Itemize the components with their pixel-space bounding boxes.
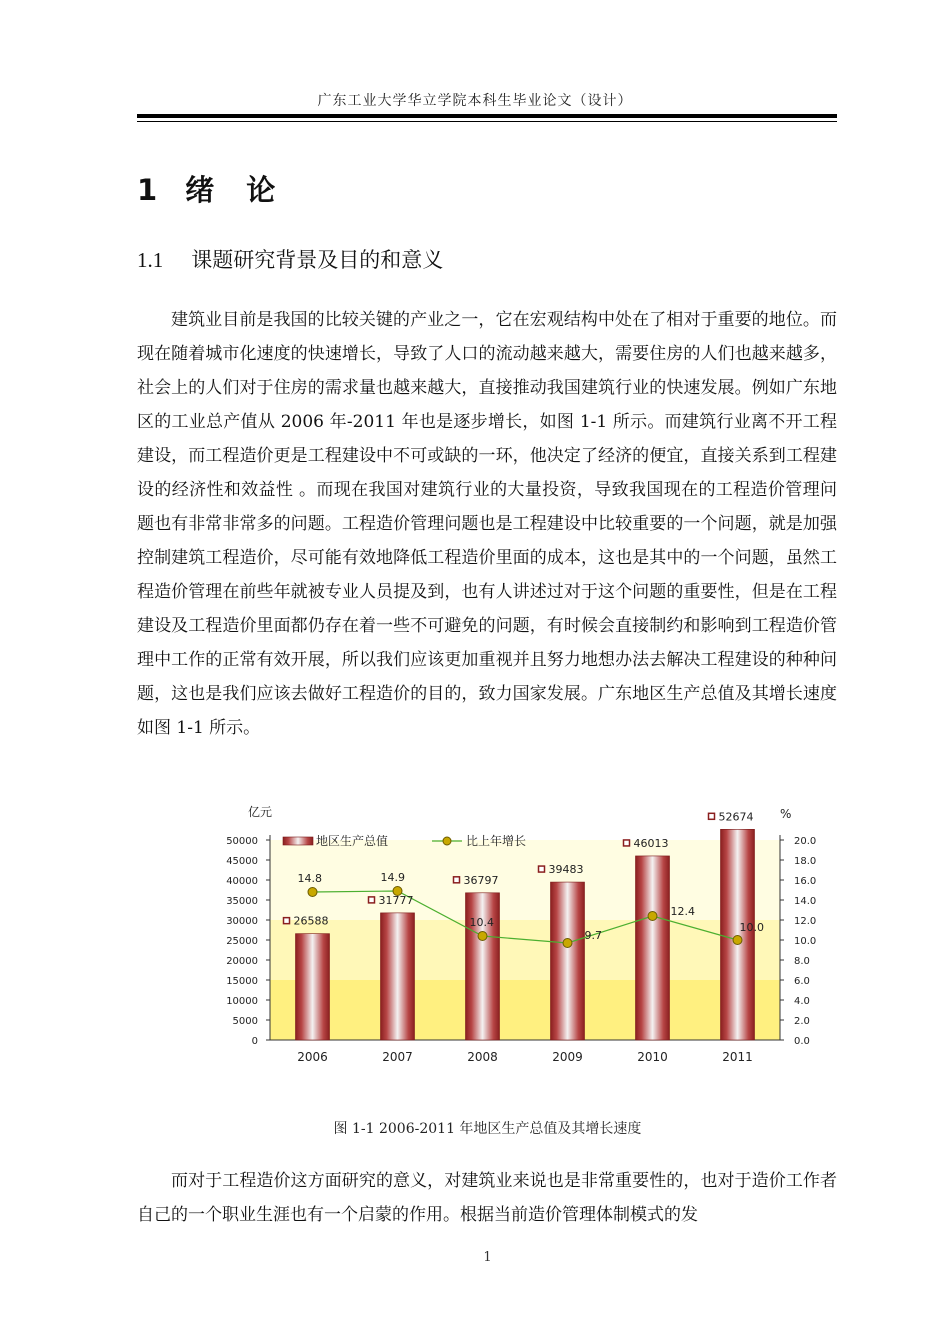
chapter-title-char-1: 绪 xyxy=(185,173,217,207)
x-tick-label: 2006 xyxy=(297,1050,328,1064)
section-heading xyxy=(137,244,443,274)
gdp-growth-chart xyxy=(200,800,820,1080)
bar-gdp xyxy=(296,934,330,1040)
legend-line-marker xyxy=(443,837,451,845)
x-tick-label: 2011 xyxy=(722,1050,753,1064)
body-paragraph-2: 而对于工程造价这方面研究的意义，对建筑业来说也是非常重要性的，也对于造价工作者自己的一个职业生涯也有一个启蒙的作用。根据当前造价管理体制模式的发 xyxy=(137,1171,837,1225)
x-tick-label: 2010 xyxy=(637,1050,668,1064)
growth-value-label: 14.8 xyxy=(297,872,322,885)
chapter-heading xyxy=(137,168,277,209)
bar-value-label: 36797 xyxy=(463,873,499,887)
right-tick-label: 8.0 xyxy=(794,956,810,967)
bar-label-marker xyxy=(454,877,460,883)
running-header: 广东工业大学华立学院本科生毕业论文（设计） xyxy=(317,93,633,109)
bar-label-marker xyxy=(369,897,375,903)
body-paragraph-1: 建筑业目前是我国的比较关键的产业之一，它在宏观结构中处在了相对于重要的地位。而现在随着城市化速度的快速增长，导致了人口的流动越来越大，需要住房的人们也越来越多，社会上的人们对于住房的需求量也越来越大，直接推动我国建筑行业的快速发展。例如广东地区的工业总产值从 2006 年-2011 年也是逐步增长，如图 1-1 所示。而建筑行业离不开工程建设，而工程造价更是工程建设中不可或缺的一环，他决定了经济的便宜，直接关系到工程建设的经济性和效益性 。而现在我国对建筑行业的大量投资，导致我国现在的工程造价管理问题也有非常非常多的问题。工程造价管理问题也是工程建设中比较重要的一个问题，就是加强控制建筑工程造价，尽可能有效地降低工程造价里面的成本，这也是其中的一个问题，虽然工程造价管理在前些年就被专业人员提及到，也有人讲述过对于这个问题的重要性，但是在工程建设及工程造价里面都仍存在着一些不可避免的问题，有时候会直接制约和影响到工程造价管理中工作的正常有效开展，所以我们应该更加重视并且努力地想办法去解决工程建设的种种问题，这也是我们应该去做好工程造价的目的，致力国家发展。广东地区生产总值及其增长速度如图 1-1 所示。 xyxy=(137,310,837,738)
growth-value-label: 10.4 xyxy=(469,916,494,929)
right-tick-label: 10.0 xyxy=(794,936,817,947)
bar-gdp xyxy=(381,913,415,1040)
left-tick-label: 10000 xyxy=(226,996,258,1007)
growth-value-label: 9.7 xyxy=(584,929,602,942)
bar-value-label: 31777 xyxy=(378,893,414,907)
bar-gdp xyxy=(721,829,755,1040)
section-number: 1.1 xyxy=(137,248,164,272)
bar-value-label: 52674 xyxy=(718,810,754,824)
growth-value-label: 10.0 xyxy=(739,921,764,934)
growth-value-label: 14.9 xyxy=(380,871,405,884)
growth-point xyxy=(733,936,742,945)
growth-point xyxy=(478,932,487,941)
x-tick-label: 2007 xyxy=(382,1050,413,1064)
bar-label-marker xyxy=(709,813,715,819)
right-axis-title: % xyxy=(780,807,792,821)
left-tick-label: 50000 xyxy=(226,836,258,847)
left-tick-label: 0 xyxy=(251,1036,258,1047)
bar-gdp xyxy=(551,882,585,1040)
left-tick-label: 25000 xyxy=(226,936,258,947)
right-tick-label: 18.0 xyxy=(794,856,817,867)
right-tick-label: 4.0 xyxy=(794,996,810,1007)
header-rule-thick xyxy=(137,114,837,118)
growth-point xyxy=(563,939,572,948)
right-tick-label: 14.0 xyxy=(794,896,817,907)
left-tick-label: 40000 xyxy=(226,876,258,887)
legend-bar-label: 地区生产总值 xyxy=(316,834,389,848)
right-tick-label: 0.0 xyxy=(794,1036,810,1047)
header-rule-thin xyxy=(137,121,837,122)
x-tick-label: 2008 xyxy=(467,1050,498,1064)
left-tick-label: 45000 xyxy=(226,856,258,867)
bar-gdp xyxy=(466,893,500,1040)
section-title: 课题研究背景及目的和意义 xyxy=(191,248,444,272)
bar-gdp xyxy=(636,856,670,1040)
legend-bar-swatch xyxy=(283,837,313,845)
bar-label-marker xyxy=(624,840,630,846)
left-axis-title: 亿元 xyxy=(248,805,273,819)
x-tick-label: 2009 xyxy=(552,1050,583,1064)
growth-value-label: 12.4 xyxy=(670,905,695,918)
left-tick-label: 15000 xyxy=(226,976,258,987)
right-tick-label: 2.0 xyxy=(794,1016,810,1027)
legend-line-label: 比上年增长 xyxy=(466,834,527,848)
left-tick-label: 5000 xyxy=(232,1016,258,1027)
left-tick-label: 30000 xyxy=(226,916,258,927)
chart-band-bottom xyxy=(270,980,780,1040)
left-tick-label: 35000 xyxy=(226,896,258,907)
chart-band-upper xyxy=(270,870,780,920)
bar-value-label: 26588 xyxy=(293,914,329,928)
chapter-number: 1 xyxy=(137,173,160,207)
right-tick-label: 20.0 xyxy=(794,836,817,847)
bar-value-label: 46013 xyxy=(633,836,669,850)
figure-chart xyxy=(200,800,820,1080)
bar-label-marker xyxy=(539,866,545,872)
growth-point xyxy=(648,912,657,921)
right-tick-label: 16.0 xyxy=(794,876,817,887)
right-tick-label: 6.0 xyxy=(794,976,810,987)
bar-value-label: 39483 xyxy=(548,863,584,877)
left-tick-label: 20000 xyxy=(226,956,258,967)
chart-band-middle xyxy=(270,920,780,980)
page-number: 1 xyxy=(483,1250,492,1265)
bar-label-marker xyxy=(284,918,290,924)
chapter-title-char-2: 论 xyxy=(246,173,278,207)
right-tick-label: 12.0 xyxy=(794,916,817,927)
figure-caption: 图 1-1 2006-2011 年地区生产总值及其增长速度 xyxy=(333,1121,642,1137)
growth-point xyxy=(308,888,317,897)
